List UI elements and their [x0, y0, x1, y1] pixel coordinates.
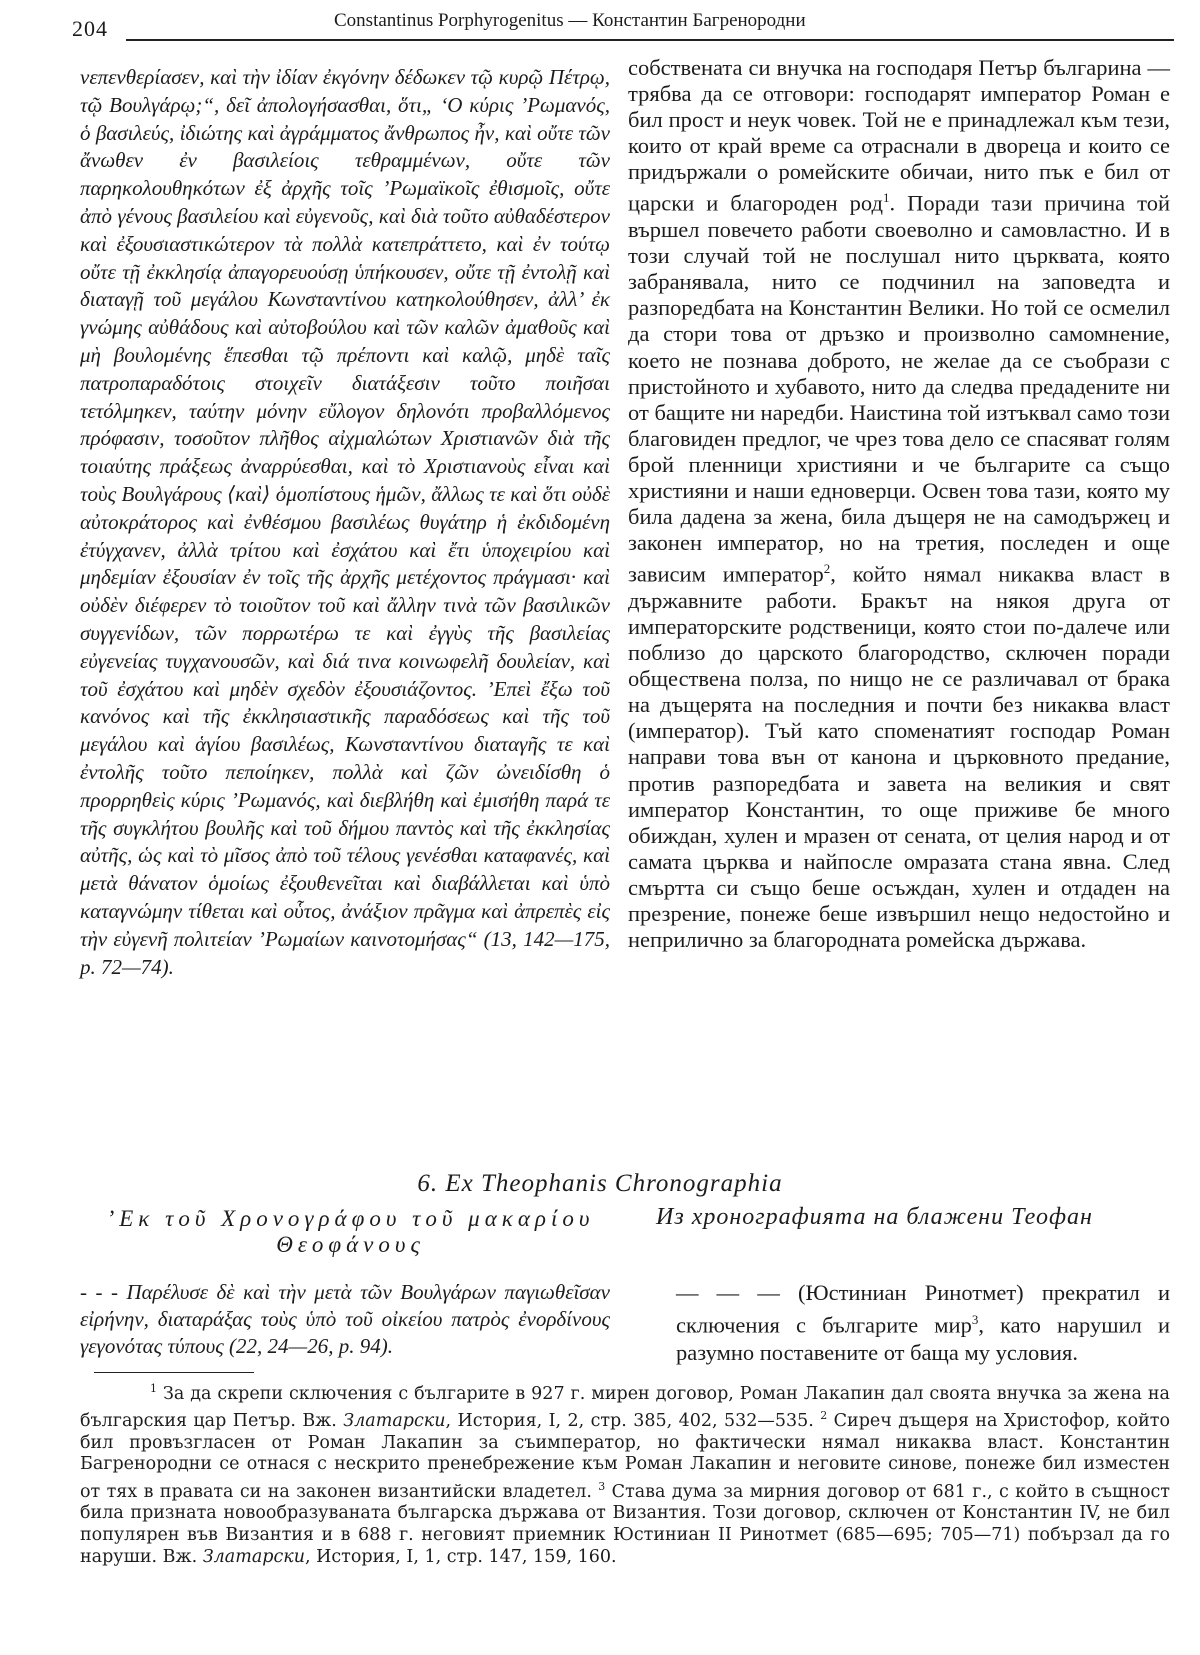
page-number: 204 — [72, 16, 108, 41]
bulgarian-excerpt-2 — [676, 1279, 1170, 1366]
footnote-text: За да скрепи сключения с българите в 927 г. мирен договор, Роман Лакапин дал своята внучка за жена на българския цар Петър. Вж. — [80, 1383, 1170, 1432]
section-title: 6. Ex Theophanis Chronographia — [417, 1170, 783, 1197]
footnote-author: Златарски — [343, 1411, 446, 1432]
bulgarian-text-part: собствената си внучка на господаря Петър българина — трябва да се отговори: господарят император Роман е бил прост и неук човек. Той не е принадлежал към тези, които от край време са отраснали в двореца и които се придържали о ромейските обичаи, нито пък е бил от царски и благороден род — [628, 55, 1170, 216]
footnote-number: 3 — [598, 1480, 606, 1494]
footnote-ref: , История, I, 1, стр. 147, 159, 160. — [304, 1546, 617, 1567]
footnote-text: Става дума за мирния договор от 681 г., с който в същност била призната новообразуваната българска държава от Византия. Този договор, сключен от Константин IV, не бил популярен във Византия и в 688 г. неговият приемник Юстиниан II Ринотмет (685—695; 705—71) побързал да го наруши. Вж. — [80, 1481, 1170, 1567]
bulgarian-text-part: . Поради тази причина той вършел повечето работи своеволно и самовластно. И в този случай той не послушал нито църквата, която забранявала, нито се подчинил на заповедта и разпоредбата на Константин Велики. Но той се осмелил да стори това от дръзко и произволно самомнение, което не познава доброто, не желае да се съобрази с пристойното и хубавото, нито да следва предадените ни от бащите ни наредби. Наистина той изтъквал само този благовиден предлог, че чрез това дело се спасяват голям брой пленници християни и че българите са също християни и наши едноверци. Освен това тази, която му била дадена за жена, била дъщеря не на самодържец и законен император, но на третия, последен и още зависим император — [628, 190, 1170, 587]
footnote-number: 1 — [150, 1382, 157, 1395]
greek-paragraph: νεπενθερίασεν, καὶ τὴν ἰδίαν ἐκγόνην δέδωκεν τῷ κυρῷ Πέτρῳ, τῷ Βουλγάρῳ;“, δεῖ ἀπολογήσασθαι, ὅτι„ ‘Ο κύρις ’Ρωμανός, ὁ βασιλεύς, ἰδιώτης καὶ ἀγράμματος ἄνθρωπος ἦν, καὶ οὔτε τῶν ἄνωθεν ἐν βασιλείοις τεθραμμένων, οὔτε τῶν παρηκολουθηκότων ἐξ ἀρχῆς τοῖς ’Ρωμαϊκοῖς ἐθισμοῖς, οὔτε ἀπὸ γένους βασιλείου καὶ εὐγενοῦς, καὶ διὰ τοῦτο αὐθαδέστερον καὶ ἐξουσιαστικώτερον τὰ πολλὰ κατεπράττετο, καὶ ἐν τούτῳ οὔτε τῇ ἐκκλησίᾳ ἀπαγορευούσῃ ὑπήκουσεν, οὔτε τῇ ἐντολῇ καὶ διαταγῇ τοῦ μεγάλου Κωνσταντίνου κατηκολούθησεν, ἀλλ’ ἐκ γνώμης αὐθάδους καὶ αὐτοβούλου καὶ τῶν καλῶν ἀμαθοῦς καὶ μὴ βουλομένης ἕπεσθαι τῷ πρέποντι καὶ καλῷ, μηδὲ ταῖς πατροπαραδότοις στοιχεῖν διατάξεσιν τοῦτο ποιῆσαι τετόλμηκεν, ταύτην μόνην εὔλογον δηλονότι προβαλλόμενος πρόφασιν, τοσοῦτον πλῆθος αἰχμαλώτων Χριστιανῶν διὰ τῆς τοιαύτης πράξεως ἀναρρύεσθαι, καὶ τὸ Χριστιανοὺς εἶναι καὶ τοὺς Βουλγάρους ⟨καὶ⟩ ὁμοπίστους ἡμῶν, ἄλλως τε καὶ ὅτι οὐδὲ αὐτοκράτορος καὶ ἐνθέσμου βασιλέως θυγάτηρ ἡ ἐκδιδομένη ἐτύγχανεν, ἀλλὰ τρίτου καὶ ἐσχάτου καὶ ἔτι ὑποχειρίου καὶ μηδεμίαν ἐξουσίαν ἐν τοῖς τῆς ἀρχῆς μετέχοντος πράγμασι· καὶ οὐδὲν διέφερεν τὸ τοιοῦτον τοῦ καὶ ἄλλην τινὰ τῶν βασιλικῶν συγγενίδων, τῶν πορρωτέρω τε καὶ ἐγγὺς τῆς βασιλείας εὐγενείας τυγχανουσῶν, καὶ διά τινα κοινωφελῆ δουλείαν, καὶ τοῦ ἐσχάτου καὶ μηδὲν σχεδὸν ἐξουσιάζοντος. ’Επεὶ ἔξω τοῦ κανόνος καὶ τῆς ἐκκλησιαστικῆς παραδόσεως καὶ τῆς τοῦ μεγάλου καὶ ἁγίου βασιλέως, Κωνσταντίνου διαταγῆς τε καὶ ἐντολῆς τοῦτο πεποίηκεν, πολλὰ καὶ ζῶν ὠνειδίσθη ὁ προρρηθεὶς κύρις ’Ρωμανός, καὶ διεβλήθη καὶ ἐμισήθη παρά τε τῆς συγκλήτου βουλῆς καὶ τοῦ δήμου παντὸς καὶ τῆς ἐκκλησίας αὐτῆς, ὡς καὶ τὸ μῖσος ἀπὸ τοῦ τέλους γενέσθαι καταφανές, καὶ μετὰ θάνατον ὁμοίως ἐξουθενεῖται καὶ διαβάλλεται καὶ ὑπὸ καταγνώμην τίθεται καὶ οὗτος, ἀνάξιον πρᾶγμα καὶ ἀπρεπὲς εἰς τὴν εὐγενῆ πολιτείαν ’Ρωμαίων καινοτομήσας“ (13, 142—175, p. 72—74). — [80, 65, 610, 979]
footnote-author: Златарски — [202, 1546, 305, 1567]
running-head: Constantinus Porphyrogenitus — Константин Багренородни — [334, 10, 806, 31]
footnote-rule — [94, 1372, 254, 1373]
greek-column — [80, 64, 610, 981]
bulgarian-text-part: — — — (Юстиниан Ринотмет) прекратил и сключения с българите мир — [676, 1280, 1170, 1338]
bulgarian-column — [628, 55, 1170, 953]
bulgarian-text-part: , който нямал никаква власт в държавните работи. Бракът на някоя друга от императорските родственици, която стои по-далече или поблизо до царското благородство, сключен поради обществена полза, по нищо не се различавал от брака на дъщерята на последния и почти без никаква власт (император). Тъй като споменатият господар Роман направи това вън от канона и църковното предание, против разпоредбата и завета на великия и свят император Константин, то още приживе бе много обиждан, хулен и мразен от сената, от целия народ и от самата църква и найпосле омразата стана явна. След смъртта си също беше осъждан, хулен и отдаден на презрение, понеже беше извършил нещо недостойно и неприлично за благородната ромейска държава. — [628, 561, 1170, 953]
footnote-marker: 3 — [971, 1312, 979, 1327]
footnote-marker: 1 — [883, 190, 890, 206]
header-rule — [126, 39, 1174, 41]
bulgarian-paragraph — [628, 55, 1170, 953]
footnotes-paragraph — [80, 1378, 1170, 1568]
page-header — [72, 4, 1172, 40]
bulgarian-text-part: , като нарушил и разумно поставените от баща му условия. — [676, 1312, 1170, 1365]
footnote-ref: , История, I, 2, стр. 385, 402, 532—535. — [445, 1411, 814, 1432]
greek-paragraph-2: - - - Παρέλυσε δὲ καὶ τὴν μετὰ τῶν Βουλγάρων παγιωθεῖσαν εἰρήνην, διαταράξας τοὺς ὑπὸ τοῦ οἰκείου πατρὸς ἐνορδίνους γεγονότας τύπους (22, 24—26, p. 94). — [80, 1280, 610, 1358]
bulgarian-paragraph-2 — [676, 1279, 1170, 1366]
greek-subtitle: ’Εκ τοῦ Χρονογράφου τοῦ μακαρίου Θεοφάνους — [106, 1206, 595, 1257]
footnote-number: 2 — [820, 1409, 828, 1423]
greek-excerpt-2 — [80, 1279, 610, 1360]
footnotes — [80, 1378, 1170, 1568]
footnote-text: Сиреч дъщеря на Христофор, който бил провъзгласен от Роман Лакапин за съимператор, но фактически нямал никаква власт. Константин Багренородни се отнася с нескрито пренебрежение към Роман Лакапин и неговите синове, понеже бил изместен от тях в правата си на законен византийски владетел. — [80, 1411, 1170, 1502]
bulgarian-subtitle: Из хронографията на блажени Теофан — [656, 1204, 1093, 1230]
footnote-marker: 2 — [823, 561, 831, 577]
